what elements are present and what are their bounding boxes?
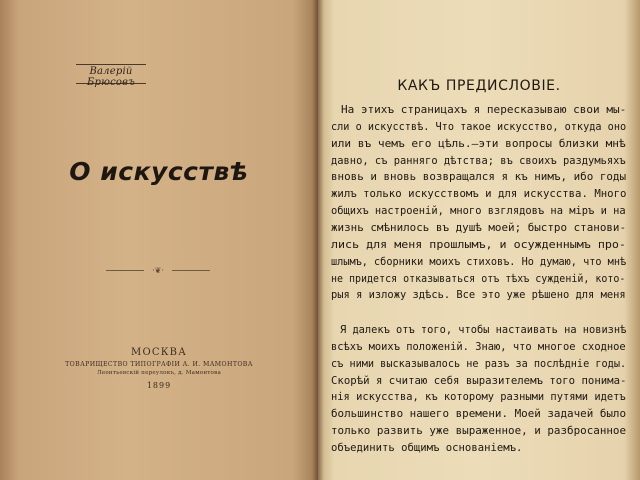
author-name: Валерій Брюсовъ bbox=[86, 66, 136, 88]
ornament-line-left bbox=[106, 270, 144, 271]
text-line: шлымъ, сборники моихъ стиховъ. Но думаю, что мнѣ bbox=[331, 255, 627, 268]
imprint-year: 1899 bbox=[146, 381, 172, 390]
text-line: сли о искусствѣ. Что такое искусство, откуда оно bbox=[331, 120, 627, 133]
text-line: Скорѣй я считаю себя выразителемъ того понима- bbox=[331, 374, 627, 387]
text-line: только развить уже выраженное, и разбросанное bbox=[331, 425, 627, 438]
preface-heading: КАКЪ ПРЕДИСЛОВІЕ. bbox=[397, 78, 561, 94]
text-line: лись для меня прошлымъ, и осужденнымъ про- bbox=[331, 238, 626, 251]
text-line: всѣхъ моихъ положеній. Знаю, что многое сходное bbox=[331, 340, 626, 353]
text-line: съ ними высказывалось не разъ за послѣдніе годы. bbox=[331, 357, 627, 370]
imprint-printer: ТОВАРИЩЕСТВО ТИПОГРАФІИ А. И. МАМОНТОВА bbox=[65, 361, 253, 368]
author-frame bbox=[76, 64, 146, 88]
text-line: не придется отказываться отъ тѣхъ сужденій, кото- bbox=[331, 272, 626, 285]
book-title: О искусствѣ bbox=[69, 157, 249, 186]
ornament-line-right bbox=[172, 270, 210, 271]
text-line: рыя я изложу здѣсь. Все это уже рѣшено для меня bbox=[331, 289, 626, 302]
text-line: общихъ настроеній, много взглядовъ на міръ и на bbox=[331, 205, 626, 218]
imprint-city: МОСКВА bbox=[131, 347, 187, 358]
text-line: объединить общимъ основаніемъ. bbox=[331, 441, 523, 454]
left-page bbox=[0, 0, 318, 480]
book-gutter bbox=[312, 0, 324, 480]
text-line: или въ чемъ его цѣль.—эти вопросы близки мнѣ bbox=[331, 137, 626, 150]
text-line: вновь и вновь возвращался я къ нимъ, ибо годы bbox=[331, 171, 627, 184]
ornament-divider bbox=[106, 266, 210, 276]
text-line: нія искусства, къ которому разными путями идетъ bbox=[331, 391, 626, 404]
text-line: жизнь смѣнилось въ душѣ моей; быстро станови- bbox=[331, 221, 627, 234]
imprint-address: Леонтьевскій переулокъ, д. Мамонтова bbox=[96, 370, 221, 376]
text-line: большинство нашего времени. Моей задачей было bbox=[331, 408, 627, 421]
text-line: На этихъ страницахъ я пересказываю свои мы- bbox=[341, 104, 627, 116]
text-line: Я далекъ отъ того, чтобы настаивать на новизнѣ bbox=[340, 324, 627, 336]
ornament-mark: ·❦· bbox=[152, 266, 164, 275]
text-line: давно, съ ранняго дѣтства; въ своихъ раздумьяхъ bbox=[331, 154, 626, 167]
text-line: жилъ только искусствомъ и для искусства. Много bbox=[331, 188, 627, 201]
